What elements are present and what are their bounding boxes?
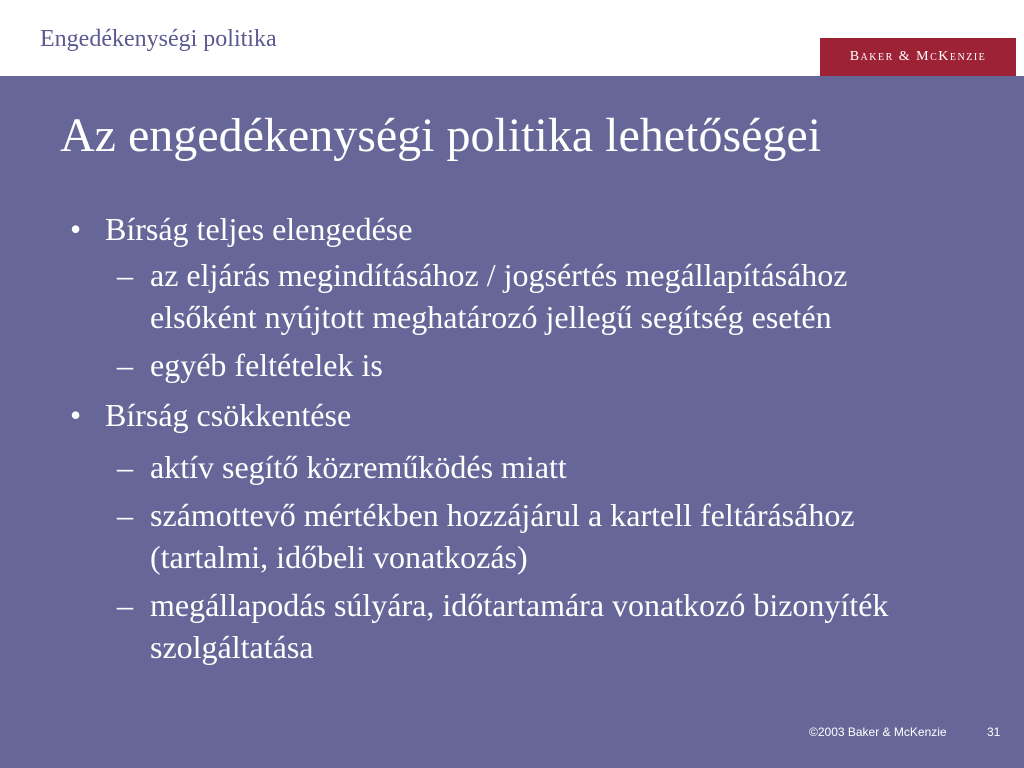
company-logo: Baker & McKenzie — [820, 38, 1016, 76]
page-number: 31 — [987, 725, 1001, 739]
dash-icon: – — [117, 257, 133, 293]
sub-bullet-text: megállapodás súlyára, időtartamára vonatkozó bizonyíték szolgáltatása — [150, 587, 889, 665]
sub-bullet-text: az eljárás megindításához / jogsértés megállapításához elsőként nyújtott meghatározó jellegű segítség esetén — [150, 257, 848, 335]
bullet-text: Bírság csökkentése — [105, 397, 352, 433]
bullet-text: Bírság teljes elengedése — [105, 211, 413, 247]
bullet-item — [0, 210, 1024, 248]
sub-bullet-text: egyéb feltételek is — [150, 347, 383, 383]
footer-copyright: ©2003 Baker & McKenzie — [809, 725, 947, 739]
header-title: Engedékenységi politika — [40, 26, 277, 52]
sub-bullet-item — [0, 584, 950, 668]
bullet-icon: • — [70, 397, 82, 433]
header-bar — [0, 0, 1024, 75]
slide-body — [0, 76, 1024, 768]
dash-icon: – — [117, 449, 133, 485]
slide-title: Az engedékenységi politika lehetőségei — [60, 109, 822, 162]
dash-icon: – — [117, 347, 133, 383]
sub-bullet-item — [0, 446, 950, 488]
bullet-icon: • — [70, 211, 82, 247]
sub-bullet-item — [0, 494, 950, 578]
dash-icon: – — [117, 587, 133, 623]
sub-bullet-item — [0, 254, 950, 338]
sub-bullet-text: számottevő mértékben hozzájárul a kartell feltárásához (tartalmi, időbeli vonatkozás) — [150, 497, 855, 575]
sub-bullet-item — [0, 344, 950, 386]
bullet-item — [0, 396, 1024, 434]
bullet-list — [0, 206, 1024, 668]
sub-bullet-text: aktív segítő közreműködés miatt — [150, 449, 567, 485]
dash-icon: – — [117, 497, 133, 533]
